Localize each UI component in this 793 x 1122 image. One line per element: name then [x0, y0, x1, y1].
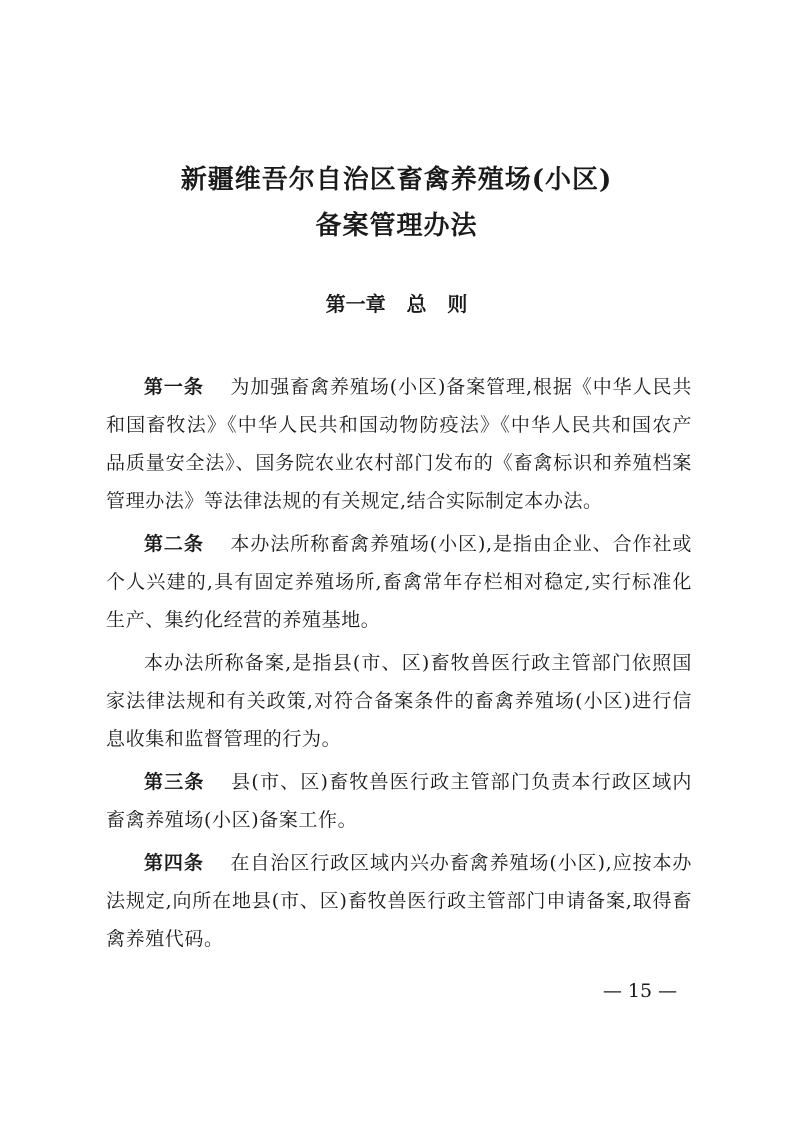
document-body — [106, 368, 692, 963]
article-paragraph — [106, 763, 692, 839]
article-number: 第三条 — [144, 771, 205, 793]
article-paragraph — [106, 368, 692, 520]
paragraph-text: 本办法所称备案,是指县(市、区)畜牧兽医行政主管部门依照国家法律法规和有关政策,对符合备案条件的畜禽养殖场(小区)进行信息收集和监督管理的行为。 — [106, 652, 692, 750]
article-text: 在自治区行政区域内兴办畜禽养殖场(小区),应按本办法规定,向所在地县(市、区)畜牧兽医行政主管部门申请备案,取得畜禽养殖代码。 — [106, 852, 692, 950]
article-text: 本办法所称畜禽养殖场(小区),是指由企业、合作社或个人兴建的,具有固定养殖场所,畜禽常年存栏相对稳定,实行标准化生产、集约化经营的养殖基地。 — [106, 533, 692, 631]
article-number: 第四条 — [144, 852, 204, 874]
article-number: 第二条 — [144, 533, 204, 555]
document-title-line-1: 新疆维吾尔自治区畜禽养殖场(小区) — [180, 165, 613, 195]
chapter-heading: 第一章 总 则 — [325, 292, 468, 316]
article-text: 为加强畜禽养殖场(小区)备案管理,根据《中华人民共和国畜牧法》《中华人民共和国动物防疫法》《中华人民共和国农产品质量安全法》、国务院农业农村部门发布的《畜禽标识和养殖档案管理办法》等法律法规的有关规定,结合实际制定本办法。 — [106, 376, 692, 512]
page-number: — 15 — — [602, 980, 678, 1002]
article-text: 县(市、区)畜牧兽医行政主管部门负责本行政区域内畜禽养殖场(小区)备案工作。 — [106, 771, 692, 831]
document-title-line-2: 备案管理办法 — [315, 211, 478, 241]
article-number: 第一条 — [144, 376, 204, 398]
article-paragraph — [106, 844, 692, 958]
article-paragraph — [106, 525, 692, 639]
body-paragraph — [106, 644, 692, 758]
